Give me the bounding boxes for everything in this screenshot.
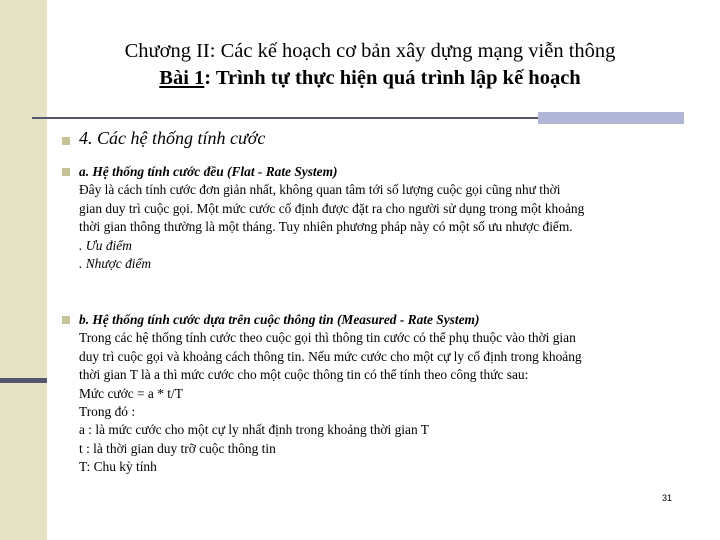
formula-line: Mức cước = a * t/T [79, 385, 183, 401]
bullet-square [62, 168, 70, 176]
section-b-line: t : là thời gian duy trỡ cuộc thông tin [79, 440, 276, 456]
chapter-title: Chương II: Các kế hoạch cơ bản xây dựng mạng viễn thông [124, 40, 616, 62]
section-a-line: Đây là cách tính cước đơn giản nhất, không quan tâm tới số lượng cuộc gọi cũng như thời [79, 182, 561, 198]
section-b-line: T: Chu kỳ tính [79, 459, 157, 475]
divider-accent-block [538, 112, 684, 124]
section-b-line: Trong đó : [79, 404, 136, 420]
left-bar-accent-line [0, 378, 47, 383]
section-b-line: Trong các hệ thống tính cước theo cuộc gọi thì thông tin cước có thể phụ thuộc vào thời gian [79, 330, 576, 346]
lesson-title [60, 65, 680, 92]
advantages-item: . Ưu điểm [79, 237, 132, 253]
section-b-line: thời gian T là a thì mức cước cho một cuộc thông tin có thể tính theo công thức sau: [79, 367, 529, 383]
title-divider [32, 117, 538, 119]
section-a-line: gian duy trì cuộc gọi. Một mức cước cố định được đặt ra cho người sử dụng trong một khoảng [79, 200, 585, 216]
section-b [79, 311, 689, 477]
bullet-square [62, 316, 70, 324]
left-decorative-bar [0, 0, 47, 540]
section-a-heading: a. Hệ thống tính cước đều (Flat - Rate System) [79, 164, 338, 179]
section-a-line: thời gian thông thường là một tháng. Tuy nhiên phương pháp này có một số ưu nhược điểm. [79, 219, 573, 235]
disadvantages-item: . Nhược điểm [79, 256, 152, 272]
lesson-name: : Trình tự thực hiện quá trình lập kế hoạch [204, 67, 581, 89]
page-number: 31 [662, 493, 673, 503]
section-a [79, 163, 689, 273]
slide-title [60, 38, 680, 92]
section-b-line: a : là mức cước cho một cự ly nhất định trong khoảng thời gian T [79, 422, 429, 438]
section-b-heading: b. Hệ thống tính cước dựa trên cuộc thông tin (Measured - Rate System) [79, 312, 480, 327]
bullet-square [62, 137, 70, 145]
lesson-label: Bài 1 [159, 67, 205, 89]
section-b-line: duy trì cuộc gọi và khoảng cách thông tin. Nếu mức cước cho một cự ly cố định trong khoảng [79, 348, 582, 364]
section-heading: 4. Các hệ thống tính cước [79, 128, 266, 148]
